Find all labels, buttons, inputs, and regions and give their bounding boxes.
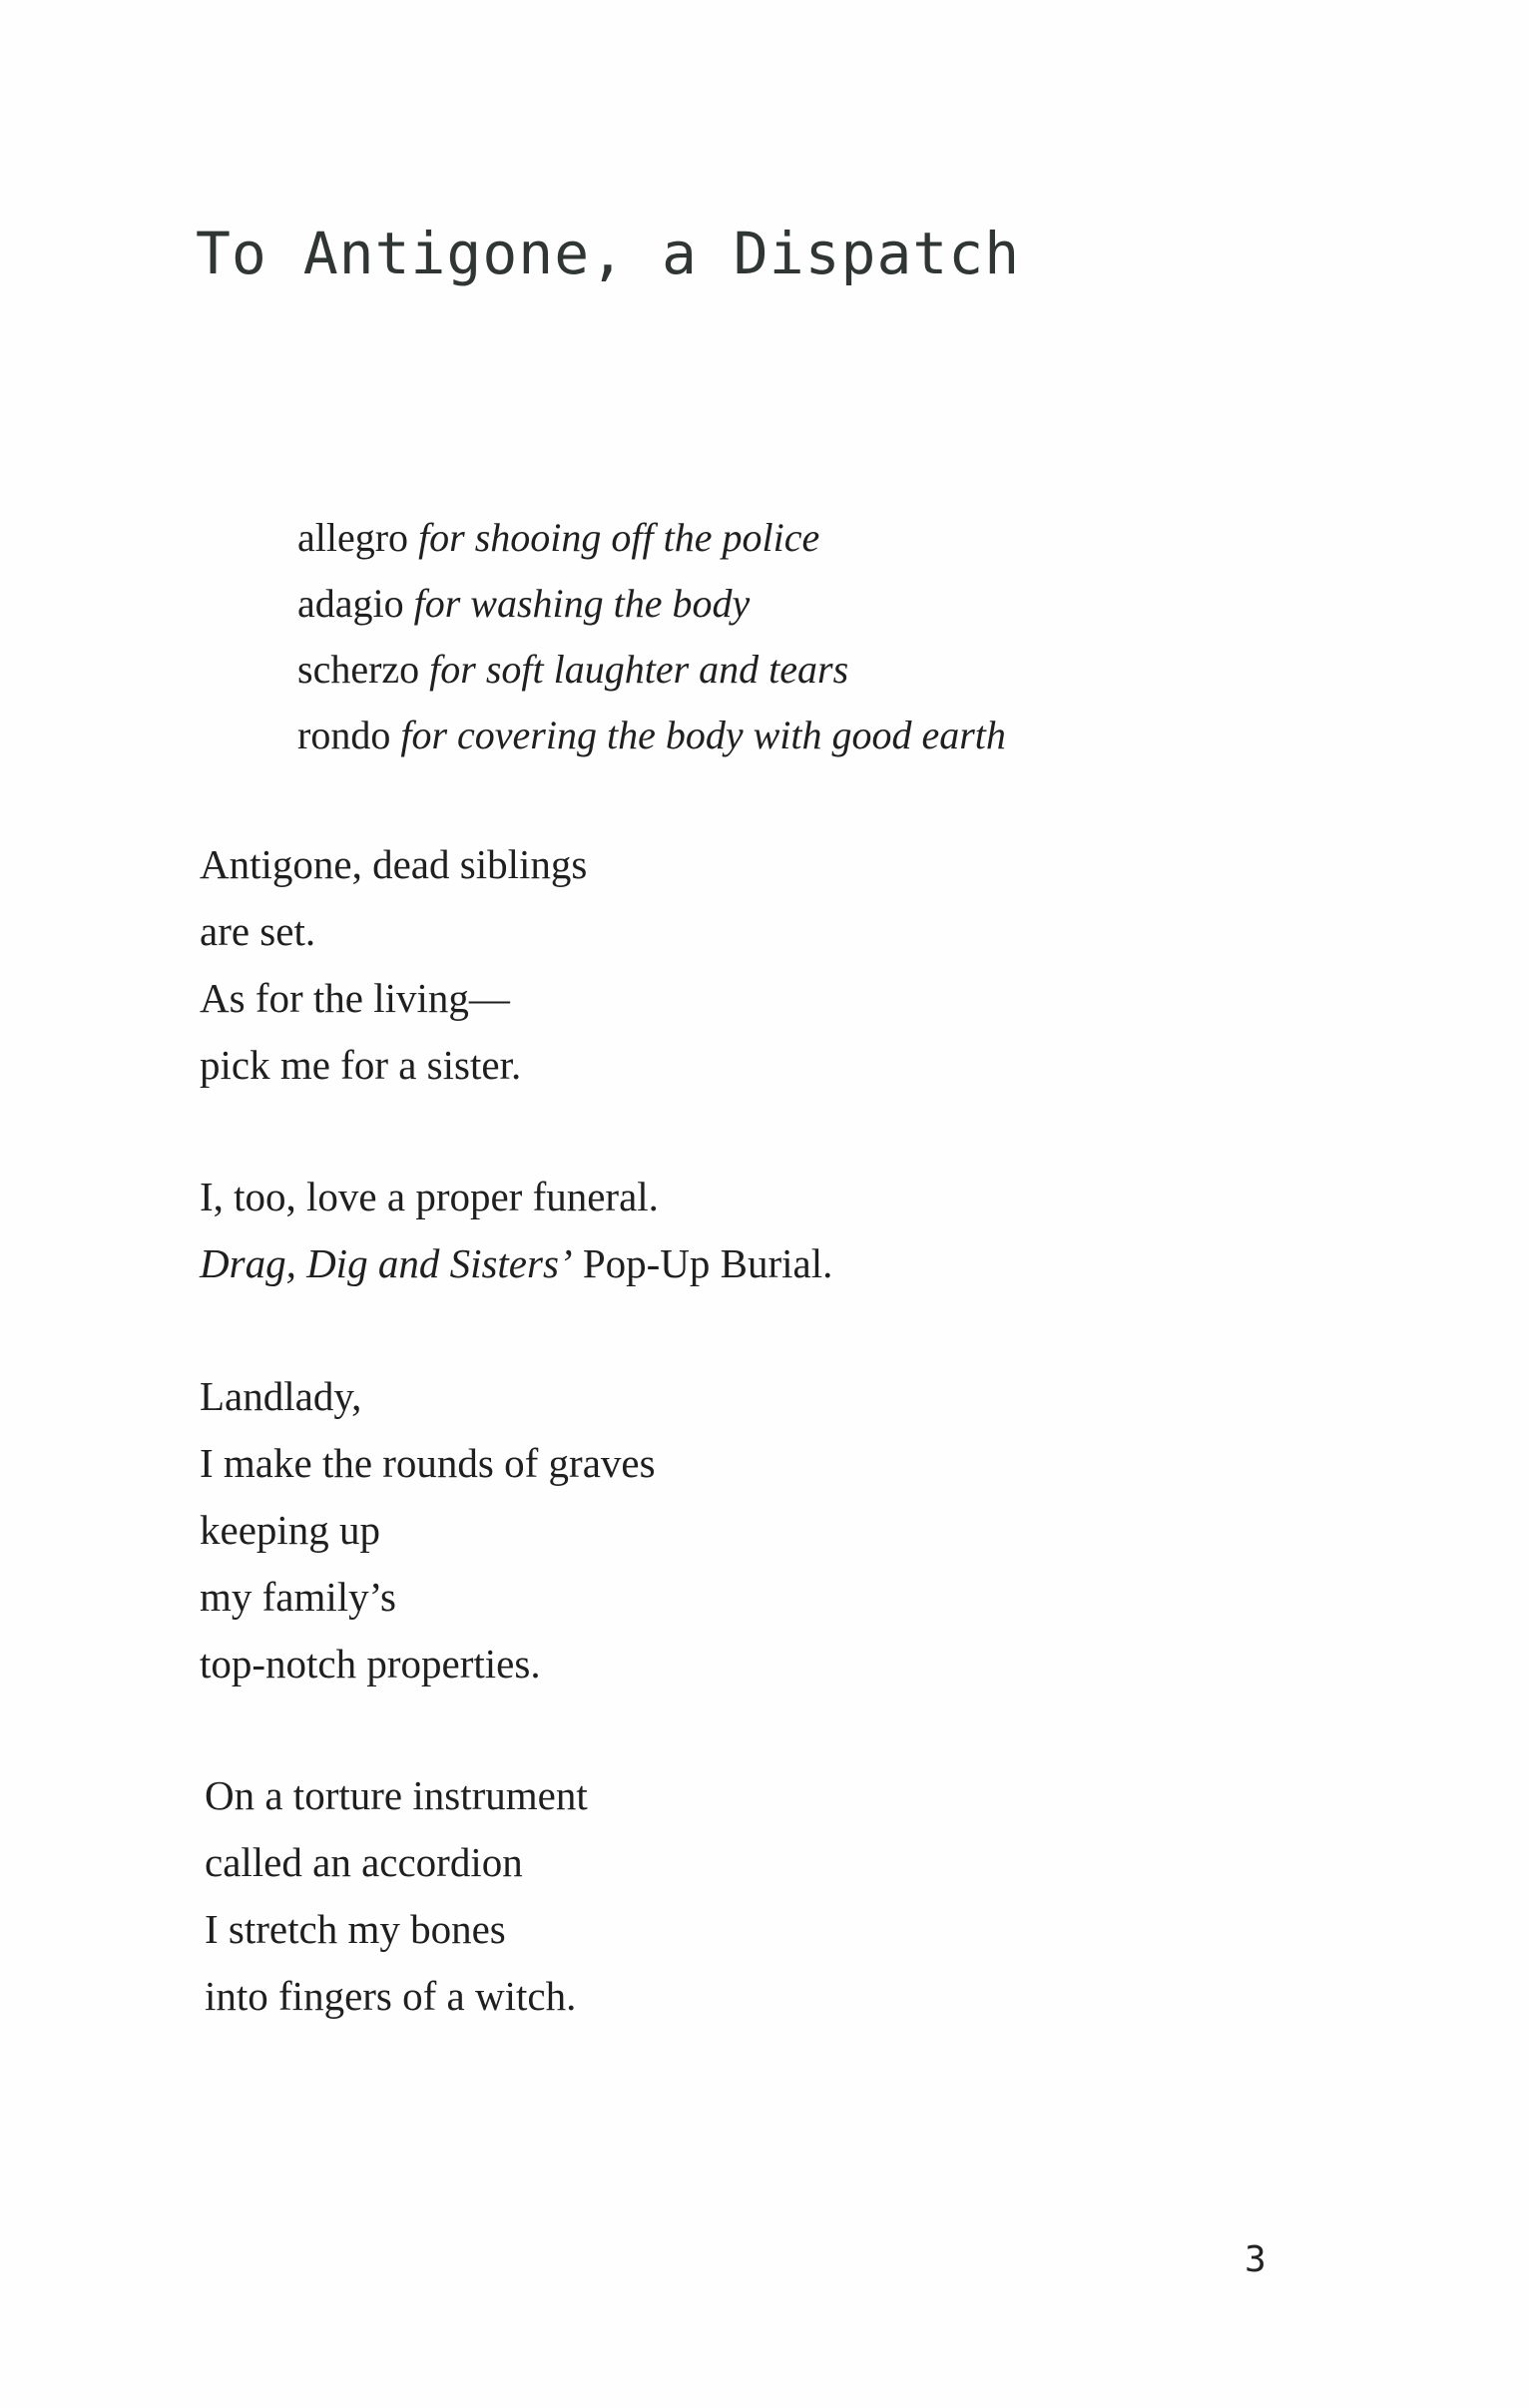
poem-line: pick me for a sister. [200,1042,522,1088]
poem-line: are set. [200,908,316,954]
stanza-3 [200,1363,656,1697]
poem-line [200,1230,832,1297]
epigraph [297,505,1006,768]
stanza-1 [200,831,587,1099]
epigraph-desc: for covering the body with good earth [400,713,1006,757]
poem-line: top-notch properties. [200,1641,541,1686]
epigraph-line [297,505,1006,571]
epigraph-desc: for shooing off the police [418,515,820,560]
poem-line: Landlady, [200,1373,362,1419]
poem-line: I, too, love a proper funeral. [200,1174,659,1219]
poem-line: into fingers of a witch. [205,1973,577,2019]
epigraph-desc: for washing the body [413,581,751,626]
poem-line: Antigone, dead siblings [200,841,588,887]
epigraph-term: adagio [297,581,414,626]
stanza-4 [205,1762,588,2030]
epigraph-desc: for soft laughter and tears [429,647,849,692]
epigraph-line [297,571,1006,637]
epigraph-line [297,703,1006,768]
poem-line: As for the living— [200,975,510,1021]
epigraph-term: scherzo [297,647,430,692]
stanza-2 [200,1164,832,1297]
page-number: 3 [1245,2239,1267,2280]
poem-line: called an accordion [205,1839,523,1885]
poem-line: my family’s [200,1574,397,1620]
poem-line: I make the rounds of graves [200,1440,656,1486]
poem-line: On a torture instrument [205,1772,588,1818]
epigraph-line [297,637,1006,703]
poem-line: keeping up [200,1507,381,1553]
poem-line: I stretch my bones [205,1906,506,1952]
epigraph-term: rondo [297,713,401,757]
poem-line-rest: Pop-Up Burial. [572,1240,833,1286]
epigraph-term: allegro [297,515,419,560]
poem-title: To Antigone, a Dispatch [196,220,1021,287]
poem-line-italic: Drag, Dig and Sisters’ [200,1240,573,1286]
